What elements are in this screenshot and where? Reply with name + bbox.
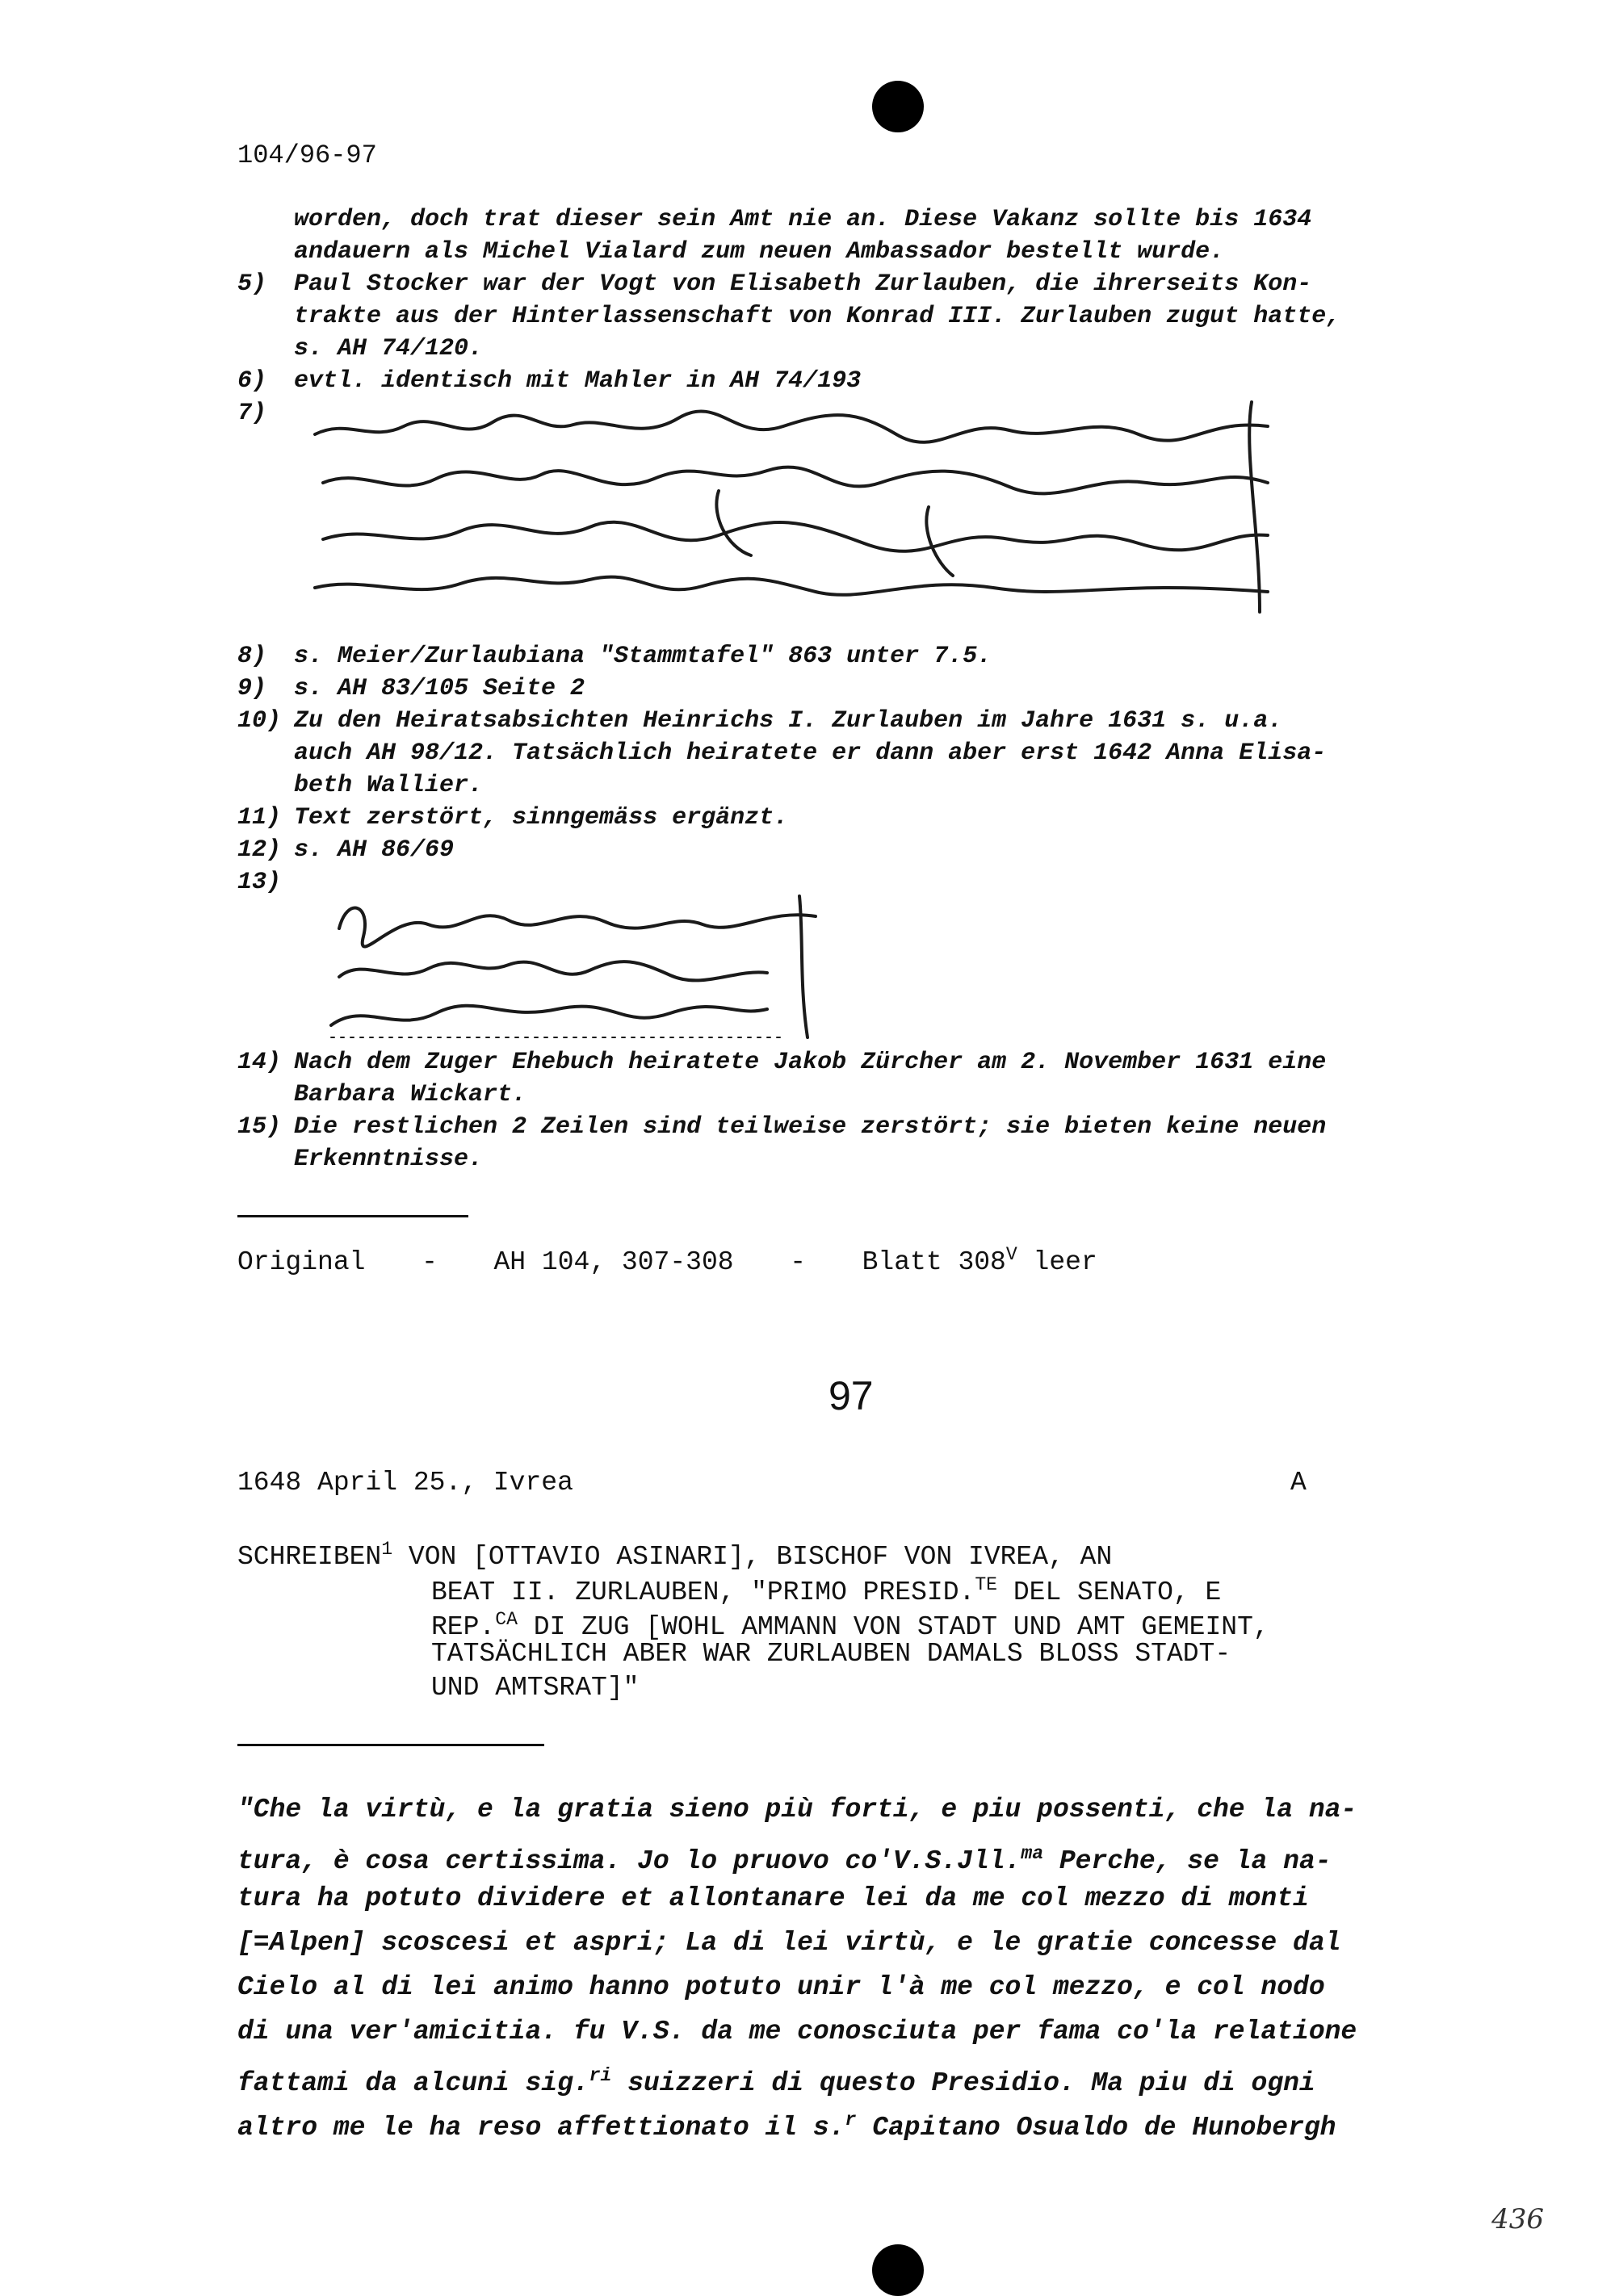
letter-text: Perche, se la na- <box>1043 1846 1332 1876</box>
footnote-number: 5) <box>237 270 267 298</box>
footnote-number: 15) <box>237 1113 282 1141</box>
letter-text: Capitano Osualdo de Hunobergh <box>856 2113 1336 2143</box>
footnote-number: 7) <box>237 400 267 427</box>
letter-line: di una ver'amicitia. fu V.S. da me conosciuta per fama co'la relatione <box>237 2017 1357 2047</box>
title-text: VON [OTTAVIO ASINARI], BISCHOF VON IVREA, AN <box>408 1542 1113 1572</box>
footnote-text: Zu den Heiratsabsichten Heinrichs I. Zurlauben im Jahre 1631 s. u.a. <box>294 707 1283 735</box>
letter-line: tura ha potuto dividere et allontanare lei da me col mezzo di monti <box>237 1883 1309 1913</box>
title-text: DI ZUG [WOHL AMMANN VON STADT UND AMT GEMEINT, <box>533 1612 1269 1642</box>
document-marker: A <box>1290 1468 1307 1498</box>
footnote-number: 8) <box>237 643 267 670</box>
document-date-place: 1648 April 25., Ivrea <box>237 1468 573 1498</box>
footnote-number: 14) <box>237 1049 282 1076</box>
letter-text: fattami da alcuni sig. <box>237 2068 589 2098</box>
footnote-text: Barbara Wickart. <box>294 1081 527 1108</box>
letter-line <box>237 2098 1336 2150</box>
footnote-text: Paul Stocker war der Vogt von Elisabeth Zurlauben, die ihrerseits Kon- <box>294 270 1312 298</box>
handwriting-excerpt-footnote-13 <box>315 880 832 1041</box>
verso-superscript: V <box>1005 1244 1017 1265</box>
pencil-page-note: 436 <box>1491 2203 1544 2235</box>
footnote-number: 12) <box>237 836 282 864</box>
footnote-text: Die restlichen 2 Zeilen sind teilweise zerstört; sie bieten keine neuen <box>294 1113 1327 1141</box>
punch-hole-top <box>872 81 924 132</box>
footnote-13 <box>237 866 294 899</box>
separator-dash: - <box>422 1247 438 1277</box>
title-text: BEAT II. ZURLAUBEN, "PRIMO PRESID. <box>431 1577 975 1607</box>
footnote-10 <box>237 705 1282 737</box>
footnote-text: s. AH 74/120. <box>294 335 484 362</box>
footnote-8 <box>237 640 992 672</box>
original-label: Original <box>237 1247 366 1277</box>
footnote-text: trakte aus der Hinterlassenschaft von Konrad III. Zurlauben zugut hatte, <box>294 303 1341 330</box>
letter-text: suizzeri di questo Presidio. Ma piu di ogni <box>611 2068 1315 2098</box>
letter-line: "Che la virtù, e la gratia sieno più forti, e piu possenti, che la na- <box>237 1795 1357 1825</box>
title-superscript: TE <box>975 1574 998 1595</box>
footnote-number: 11) <box>237 804 282 832</box>
footnote-number: 13) <box>237 869 282 896</box>
original-source-line <box>237 1238 1097 1280</box>
letter-superscript: ri <box>589 2065 612 2086</box>
footnote-number: 6) <box>237 367 267 395</box>
footnote-text: Nach dem Zuger Ehebuch heiratete Jakob Zürcher am 2. November 1631 eine <box>294 1049 1327 1076</box>
footnote-text: auch AH 98/12. Tatsächlich heiratete er dann aber erst 1642 Anna Elisa- <box>294 739 1327 767</box>
footnote-7 <box>237 397 294 429</box>
footnote-5 <box>237 268 1311 300</box>
title-text: DEL SENATO, E <box>1013 1577 1222 1607</box>
footnote-continuation-line: andauern als Michel Vialard zum neuen Ambassador bestellt wurde. <box>294 238 1225 266</box>
document-title-line-4: TATSÄCHLICH ABER WAR ZURLAUBEN DAMALS BLOSS STADT- <box>431 1639 1231 1669</box>
footnote-text: Erkenntnisse. <box>294 1146 484 1173</box>
title-text: REP. <box>431 1612 496 1642</box>
document-title-line-5: UND AMTSRAT]" <box>431 1673 640 1703</box>
footnote-text: s. AH 86/69 <box>294 836 455 864</box>
footnote-15 <box>237 1111 1326 1143</box>
title-superscript: CA <box>495 1609 518 1630</box>
original-folio-note: leer <box>1033 1247 1097 1277</box>
document-number: 97 <box>828 1373 874 1418</box>
footnote-12 <box>237 834 454 866</box>
original-folio: Blatt 308 <box>862 1247 1006 1277</box>
letter-superscript: ma <box>1021 1843 1044 1864</box>
section-divider <box>237 1215 468 1217</box>
footnote-text: s. AH 83/105 Seite 2 <box>294 675 585 702</box>
punch-hole-bottom <box>872 2244 924 2296</box>
footnote-number: 9) <box>237 675 267 702</box>
letter-text: tura, è cosa certissima. Jo lo pruovo co'V.S.Jll. <box>237 1846 1021 1876</box>
footnote-text: s. Meier/Zurlaubiana "Stammtafel" 863 unter 7.5. <box>294 643 992 670</box>
footnote-11 <box>237 802 788 834</box>
page-reference: 104/96-97 <box>237 140 377 170</box>
letter-line: Cielo al di lei animo hanno potuto unir l'à me col mezzo, e col nodo <box>237 1972 1325 2002</box>
letter-text: altro me le ha reso affettionato il s. <box>237 2113 845 2143</box>
title-first-word: SCHREIBEN <box>237 1542 382 1572</box>
footnote-text: evtl. identisch mit Mahler in AH 74/193 <box>294 367 862 395</box>
footnote-text: Text zerstört, sinngemäss ergänzt. <box>294 804 789 832</box>
handwriting-excerpt-footnote-7 <box>299 386 1300 620</box>
footnote-9 <box>237 672 585 705</box>
section-divider <box>237 1744 544 1746</box>
letter-superscript: r <box>845 2110 857 2131</box>
footnote-14 <box>237 1046 1326 1079</box>
footnote-number: 10) <box>237 707 282 735</box>
footnote-text: beth Wallier. <box>294 772 484 799</box>
letter-line: [=Alpen] scoscesi et aspri; La di lei virtù, e le gratie concesse dal <box>237 1928 1341 1958</box>
footnote-ref-1: 1 <box>381 1539 393 1560</box>
original-source: AH 104, 307-308 <box>493 1247 734 1277</box>
footnote-continuation-line: worden, doch trat dieser sein Amt nie an. Diese Vakanz sollte bis 1634 <box>294 206 1312 233</box>
separator-dash: - <box>790 1247 806 1277</box>
